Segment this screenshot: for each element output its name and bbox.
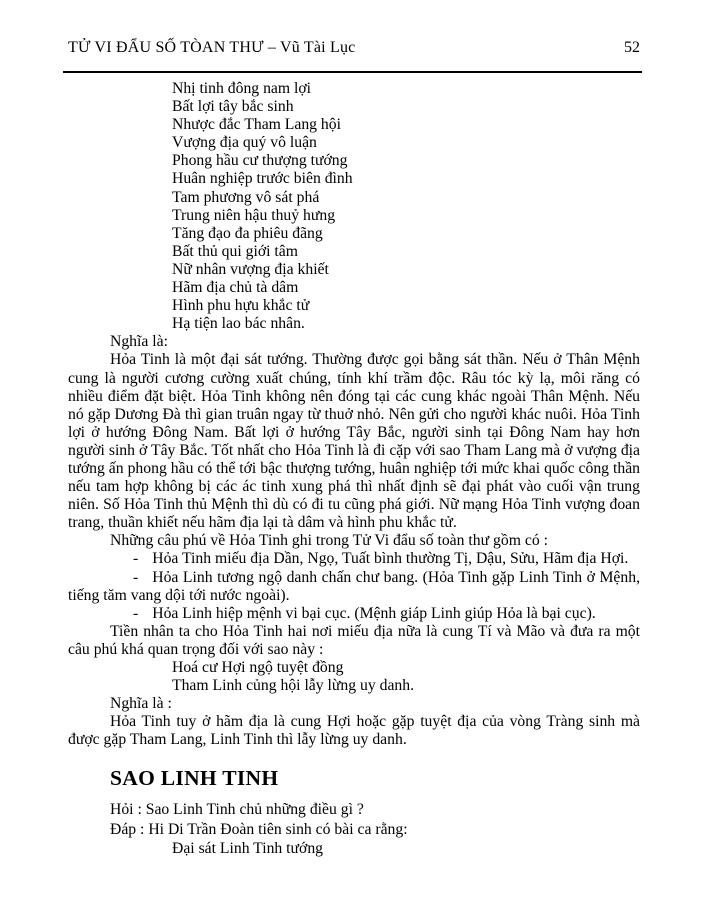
body-paragraph: Những câu phú về Hỏa Tinh ghi trong Tử Vi đẩu số toàn thư gồm có : <box>110 532 548 550</box>
poem-block <box>68 80 640 333</box>
answer-line: Đáp : Hi Di Trần Đoàn tiên sinh có bài ca rằng: <box>110 820 408 838</box>
bullet-text: Hỏa Tinh miếu địa Dần, Ngọ, Tuất bình thường Tị, Dậu, Sửu, Hãm địa Hợi. <box>152 550 629 568</box>
poem-line: Nhị tinh đông nam lợi <box>172 80 312 97</box>
poem-block <box>68 659 640 695</box>
section-heading: SAO LINH TINH <box>110 766 279 791</box>
poem-line: Hình phu hựu khắc tử <box>172 297 310 315</box>
question-line: Hỏi : Sao Linh Tinh chủ những điều gì ? <box>110 801 364 819</box>
question-answer-block <box>68 800 640 858</box>
poem-line: Nhược đắc Tham Lang hội <box>172 116 341 134</box>
poem-line: Bất thủ qui giới tâm <box>172 242 298 260</box>
bullet-text: Hỏa Linh tương ngộ danh chấn chư bang. (Hỏa Tinh gặp Linh Tinh ở Mệnh, tiếng tăm vang dội tới nước ngoài). <box>68 568 640 604</box>
bullet-item <box>68 550 640 568</box>
poem-line: Huân nghiệp trước biên đình <box>172 170 353 188</box>
bullet-text: Hỏa Linh hiệp mệnh vi bại cục. (Mệnh giáp Linh giúp Hỏa là bại cục). <box>152 604 596 622</box>
dash-marker: - <box>133 550 139 568</box>
poem-line: Phong hầu cư thượng tướng <box>172 152 348 170</box>
bullet-item <box>68 605 640 623</box>
page-header <box>68 0 640 57</box>
page-number: 52 <box>624 39 640 56</box>
poem-line: Vượng địa quý vô luận <box>172 134 317 152</box>
bullet-item <box>68 569 640 605</box>
meaning-label: Nghĩa là : <box>110 695 172 713</box>
poem-line: Bất lợi tây bắc sinh <box>172 98 294 116</box>
body-paragraph: Hỏa Tinh là một đại sát tướng. Thường được gọi bằng sát thần. Nếu ở Thân Mệnh cung là người cương cường xuất chúng, tính khí trầm độc. Râu tóc kỳ lạ, môi răng có nhiều điểm đặt biệt. Hỏa Tinh không nên đóng tại các cung khác ngoài Thân Mệnh. Nếu nó gặp Dương Đà thì gian truân ngay từ thuở nhỏ. Nên gửi cho người khác nuôi. Hỏa Tinh lợi ở hướng Đông Nam. Bất lợi ở hướng Tây Bắc, người sinh tại Đông Nam hay hơn người sinh ở Tây Bắc. Tốt nhất cho Hỏa Tinh là đi cặp với sao Tham Lang mà ở vượng địa tướng ấn phong hầu có thể tới bậc thượng tướng, huân nghiệp tới mức khai quốc công thần nếu tam hợp không bị các ác tinh xung phá thì nhất định sẽ đại phát vào cuối vận trung niên. Số Hỏa Tinh thủ Mệnh thì dù có đi tu cũng phá giới. Nữ mạng Hỏa Tinh vượng đoan trang, thuần khiết nếu hãm địa lại tà dâm và hình phu khắc tử. <box>68 351 640 532</box>
poem-line: Tăng đạo đa phiêu đãng <box>172 224 323 242</box>
dash-marker: - <box>133 604 139 622</box>
poem-line: Tam phương vô sát phá <box>172 188 320 206</box>
header-divider <box>63 71 642 73</box>
dash-marker: - <box>133 568 139 586</box>
poem-line: Trung niên hậu thuỷ hưng <box>172 206 336 224</box>
poem-line: Đại sát Linh Tinh tướng <box>172 840 324 858</box>
poem-line: Tham Linh củng hội lẫy lừng uy danh. <box>172 677 415 695</box>
body-paragraph: Hỏa Tinh tuy ở hãm địa là cung Hợi hoặc gặp tuyệt địa của vòng Tràng sinh mà được gặp Tham Lang, Linh Tinh thì lẫy lừng uy danh. <box>68 713 640 749</box>
meaning-label: Nghĩa là: <box>110 333 168 351</box>
poem-line: Hãm địa chủ tà dâm <box>172 279 299 297</box>
poem-line: Hoá cư Hợi ngộ tuyệt đồng <box>172 659 344 676</box>
body-paragraph: Tiền nhân ta cho Hỏa Tinh hai nơi miếu địa nữa là cung Tí và Mão và đưa ra một câu phú khá quan trọng đối với sao này : <box>68 622 640 658</box>
poem-line: Nữ nhân vượng địa khiết <box>172 260 329 278</box>
book-title: TỬ VI ĐẨU SỐ TÒAN THƯ – Vũ Tài Lục <box>68 39 356 56</box>
poem-line: Hạ tiện lao bác nhân. <box>172 315 305 333</box>
